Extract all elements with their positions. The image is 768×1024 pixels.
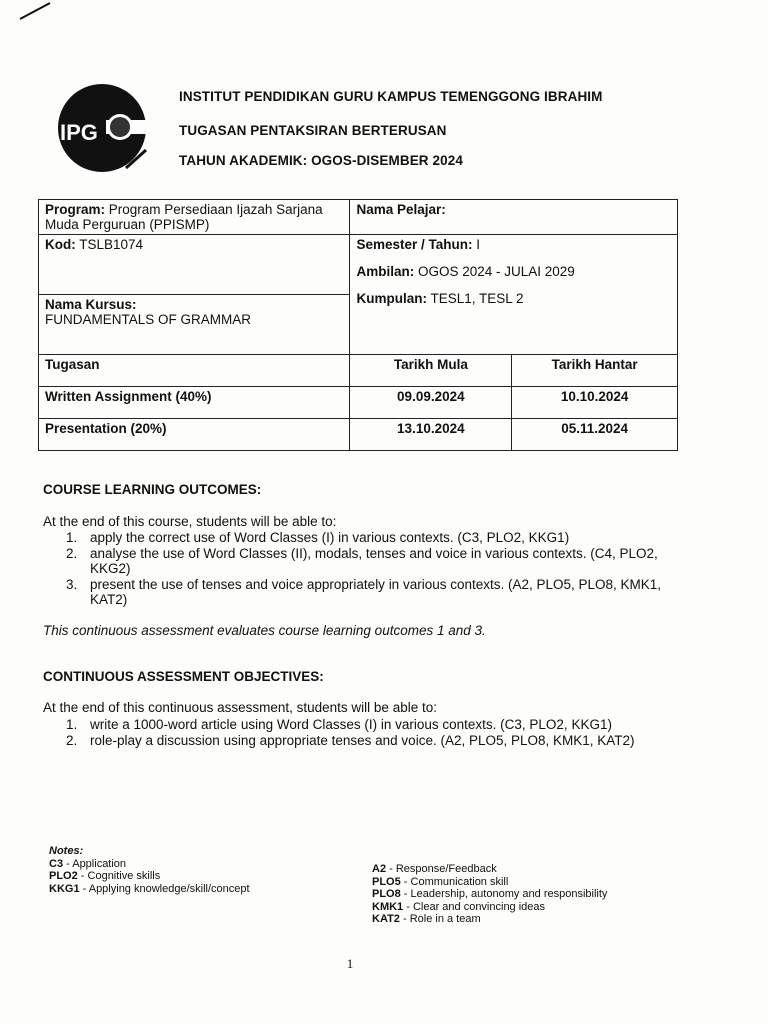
ambilan-value: OGOS 2024 - JULAI 2029 bbox=[417, 264, 575, 279]
assessment-start: 13.10.2024 bbox=[350, 419, 512, 451]
kod-cell bbox=[39, 235, 350, 295]
note-item bbox=[49, 870, 250, 883]
note-code: PLO5 bbox=[372, 875, 401, 888]
kumpulan-value: TESL1, TESL 2 bbox=[430, 291, 524, 306]
note-code: A2 bbox=[372, 863, 387, 875]
header-tugasan: Tugasan bbox=[39, 355, 350, 387]
note-desc: - Application bbox=[63, 857, 127, 870]
assessment-due: 05.11.2024 bbox=[512, 419, 678, 451]
kursus-cell bbox=[39, 295, 350, 355]
list-text: role-play a discussion using appropriate tenses and voice. (A2, PLO5, PLO8, KMK1, KAT2) bbox=[90, 733, 635, 748]
list-item bbox=[66, 530, 666, 545]
list-text: analyse the use of Word Classes (II), modals, tenses and voice in various contexts. (C4, PLO2, KKG2) bbox=[90, 546, 658, 576]
notes-right bbox=[372, 863, 607, 926]
note-item bbox=[372, 876, 607, 889]
institution-name: INSTITUT PENDIDIKAN GURU KAMPUS TEMENGGONG IBRAHIM bbox=[179, 89, 603, 104]
note-code: C3 bbox=[49, 857, 64, 870]
note-desc: - Applying knowledge/skill/concept bbox=[79, 882, 250, 895]
note-desc: - Leadership, autonomy and responsibility bbox=[400, 888, 608, 900]
svg-text:IPG: IPG bbox=[60, 120, 98, 145]
assessment-name: Presentation (20%) bbox=[39, 419, 350, 451]
kod-label: Kod: bbox=[45, 237, 76, 252]
kumpulan-label: Kumpulan: bbox=[356, 291, 427, 306]
list-number: 1. bbox=[66, 530, 78, 545]
clo-list bbox=[66, 530, 666, 608]
note-item bbox=[372, 913, 607, 926]
nama-pelajar-label: Nama Pelajar: bbox=[350, 200, 678, 235]
list-text: apply the correct use of Word Classes (I) in various contexts. (C3, PLO2, KKG1) bbox=[90, 530, 570, 545]
note-code: KKG1 bbox=[49, 882, 80, 895]
cao-list bbox=[66, 717, 666, 749]
list-number: 2. bbox=[66, 546, 78, 561]
program-label: Program: bbox=[45, 202, 106, 217]
note-item bbox=[372, 888, 607, 901]
note-code: PLO2 bbox=[49, 870, 78, 882]
clo-intro: At the end of this course, students will be able to: bbox=[43, 514, 337, 529]
ambilan-label: Ambilan: bbox=[356, 264, 415, 279]
document-type: TUGASAN PENTAKSIRAN BERTERUSAN bbox=[179, 123, 447, 138]
note-desc: - Response/Feedback bbox=[386, 863, 497, 875]
note-desc: - Cognitive skills bbox=[77, 870, 161, 882]
cao-intro: At the end of this continuous assessment, students will be able to: bbox=[43, 700, 437, 715]
header-tarikh-mula: Tarikh Mula bbox=[350, 355, 512, 387]
notes-title: Notes: bbox=[49, 845, 84, 857]
list-text: write a 1000-word article using Word Classes (I) in various contexts. (C3, PLO2, KKG1) bbox=[90, 717, 612, 732]
kod-value: TSLB1074 bbox=[79, 237, 144, 252]
assessment-start: 09.09.2024 bbox=[350, 387, 512, 419]
page-number: 1 bbox=[346, 956, 354, 971]
academic-year: TAHUN AKADEMIK: OGOS-DISEMBER 2024 bbox=[179, 153, 463, 168]
program-value: Program Persediaan Ijazah Sarjana Muda Perguruan (PPISMP) bbox=[45, 202, 323, 232]
note-desc: - Clear and convincing ideas bbox=[403, 900, 546, 913]
cao-title: CONTINUOUS ASSESSMENT OBJECTIVES: bbox=[43, 669, 324, 684]
header-tarikh-hantar: Tarikh Hantar bbox=[512, 355, 678, 387]
program-cell bbox=[39, 200, 350, 235]
note-desc: - Role in a team bbox=[399, 913, 481, 925]
kursus-label: Nama Kursus: bbox=[45, 297, 137, 312]
table-row bbox=[39, 419, 678, 451]
note-item bbox=[372, 863, 607, 876]
list-number: 3. bbox=[66, 577, 78, 592]
list-item bbox=[66, 717, 666, 732]
notes-left bbox=[49, 845, 250, 895]
pen-mark bbox=[20, 2, 51, 20]
assessment-due: 10.10.2024 bbox=[512, 387, 678, 419]
semester-label: Semester / Tahun: bbox=[356, 237, 473, 252]
semester-value: I bbox=[476, 237, 481, 252]
semester-cell bbox=[350, 235, 678, 355]
clo-title: COURSE LEARNING OUTCOMES: bbox=[43, 482, 262, 497]
list-text: present the use of tenses and voice appropriately in various contexts. (A2, PLO5, PLO8, KMK1, KAT2) bbox=[90, 577, 662, 607]
note-desc: - Communication skill bbox=[400, 875, 509, 888]
list-number: 1. bbox=[66, 717, 78, 732]
note-code: KAT2 bbox=[372, 913, 400, 925]
note-item bbox=[372, 901, 607, 914]
list-item bbox=[66, 577, 666, 607]
table-row bbox=[39, 387, 678, 419]
note-item bbox=[49, 883, 250, 896]
clo-note: This continuous assessment evaluates course learning outcomes 1 and 3. bbox=[43, 623, 486, 638]
list-item bbox=[66, 733, 666, 748]
course-info-table bbox=[38, 199, 678, 451]
kursus-value: FUNDAMENTALS OF GRAMMAR bbox=[45, 312, 252, 327]
note-item bbox=[49, 858, 250, 871]
list-item bbox=[66, 546, 666, 576]
assessment-name: Written Assignment (40%) bbox=[39, 387, 350, 419]
note-code: PLO8 bbox=[372, 888, 401, 900]
list-number: 2. bbox=[66, 733, 78, 748]
note-code: KMK1 bbox=[372, 900, 404, 913]
ipg-logo bbox=[54, 80, 150, 176]
